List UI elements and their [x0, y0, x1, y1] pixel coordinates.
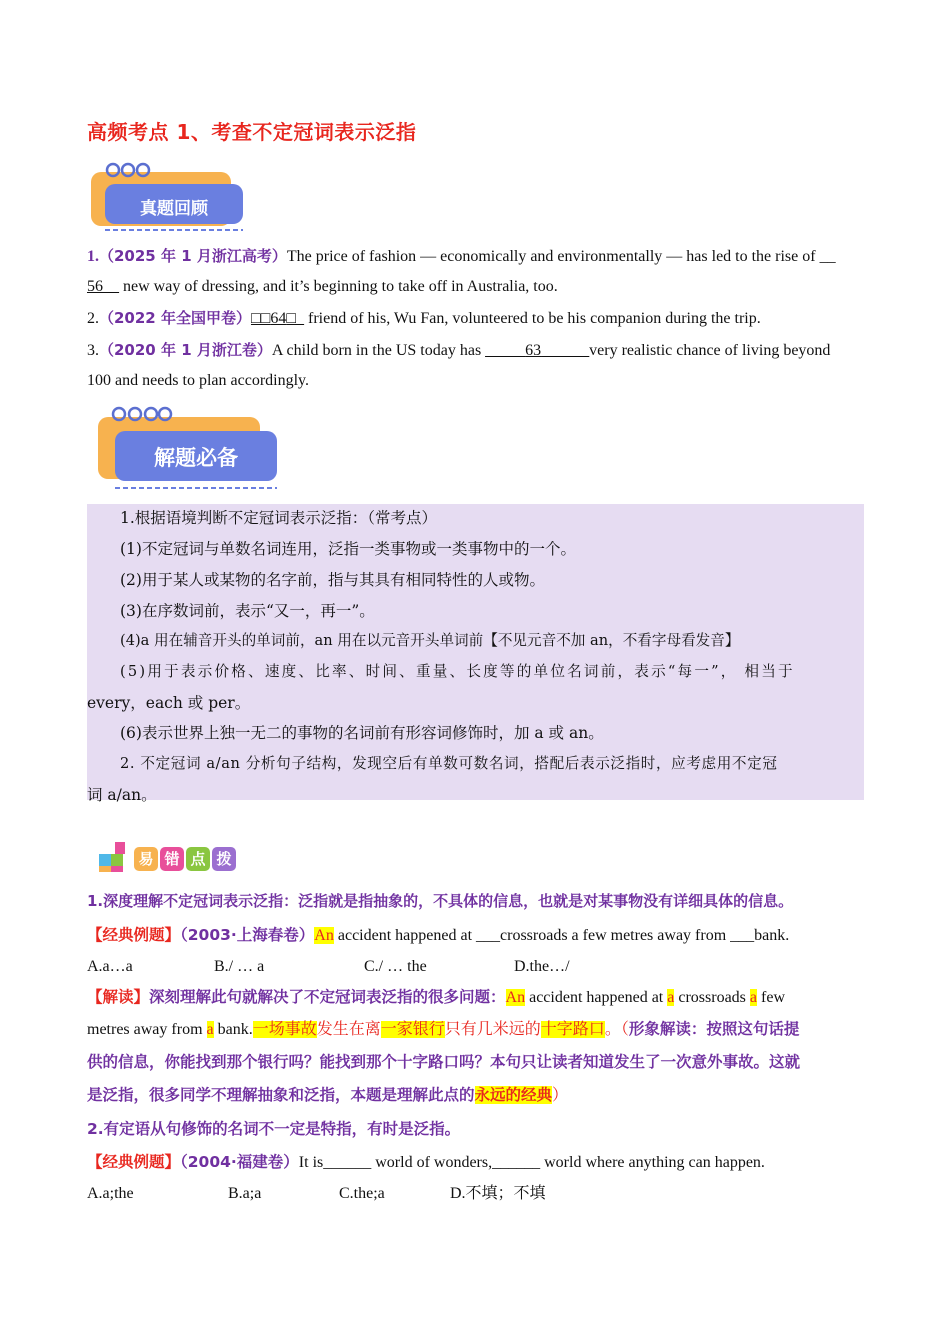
tip2-heading: 2.有定语从句修饰的名词不一定是特指，有时是泛指。 [87, 1120, 461, 1138]
tip1-cn2: 发生在离 [316, 1021, 381, 1038]
tip1-answer [87, 986, 785, 1009]
q1-text1: The price of fashion — economically and environmentally — has led to the rise of __ [286, 248, 836, 265]
tip2-option-c: C.the;a [339, 1185, 385, 1202]
puzzle-icon [97, 840, 127, 874]
tip1-ex-src: （2003·上海春卷） [180, 926, 315, 944]
q3-text1: A child born in the US today has [271, 342, 486, 359]
tip1-img-end: ） [552, 1087, 569, 1104]
banner2-label: 解题必备 [154, 446, 238, 470]
tip2-option-d: D.不填；不填 [450, 1185, 546, 1202]
banner3 [134, 847, 236, 871]
tip1-option-b: B./ … a [214, 958, 265, 975]
rule-7a: 2. 不定冠词 a/an 分析句子结构，发现空后有单数可数名词，搭配后表示泛指时，应考虑用不定冠 [120, 755, 778, 772]
rules-box [87, 504, 864, 804]
tip1-cn1: 一场事故 [252, 1021, 317, 1038]
tip1-answer-line2 [87, 1018, 799, 1041]
tip2-option-b: B.a;a [228, 1185, 262, 1202]
q3-text2: very realistic chance of living beyond [589, 342, 831, 359]
q2-number: 2. [87, 310, 99, 327]
question-1-cont [87, 276, 558, 298]
question-2 [87, 307, 761, 330]
rule-5a: (5)用于表示价格、速度、比率、时间、重量、长度等的单位名词前，表示“每一”， 相当于 [120, 663, 795, 680]
rule-3: (3)在序数词前，表示“又一，再一”。 [120, 602, 375, 620]
question-1 [87, 245, 836, 268]
rule-7b: 词 a/an。 [87, 786, 157, 804]
banner3-char-4: 拨 [212, 847, 236, 871]
tip1-ex-label: 【经典例题】 [87, 926, 181, 944]
q2-source: （2022 年全国甲卷） [99, 309, 251, 327]
rule-6: (6)表示世界上独一无二的事物的名词前有形容词修饰时，加 a 或 an。 [120, 724, 604, 742]
tip1-img-hl: 永远的经典 [474, 1086, 553, 1104]
tip2-ex-text: It is______ world of wonders,______ world where anything can happen. [298, 1154, 765, 1171]
tip1-option-c: C./ … the [364, 958, 427, 975]
rule-0: 1.根据语境判断不定冠词表示泛指：（常考点） [120, 509, 438, 527]
q3-blank: _____63______ [485, 342, 590, 359]
tip1-img-label: 形象解读：按照这句话提 [628, 1020, 800, 1038]
q3-number: 3. [87, 342, 99, 359]
tip1-option-d: D.the…/ [514, 958, 570, 975]
tip2-ex-label: 【经典例题】 [87, 1153, 181, 1171]
tip1-s-t4: metres away from [87, 1021, 207, 1038]
tip1-img-line3 [87, 1084, 568, 1107]
q1-source: （2025 年 1 月浙江高考） [99, 247, 287, 265]
q3-text3: 100 and needs to plan accordingly. [87, 372, 310, 389]
tip1-heading: 1.深度理解不定冠词表示泛指：泛指就是指抽象的，不具体的信息，也就是对某事物没有详细具体的信息。 [87, 892, 794, 910]
banner1-label: 真题回顾 [140, 199, 208, 219]
tip1-cn3: 一家银行 [380, 1021, 445, 1038]
rule-4: (4)a 用在辅音开头的单词前，an 用在以元音开头单词前【不见元音不加 an，不看字母看发音】 [120, 632, 740, 649]
tip1-s-t3: few [757, 989, 785, 1006]
tip1-ans-label: 【解读】 [87, 988, 150, 1006]
question-3 [87, 339, 830, 362]
tip1-cn6: 。（ [604, 1021, 629, 1038]
tip2-example [87, 1151, 765, 1174]
tip1-s-a2: a [749, 989, 758, 1006]
banner3-char-1: 易 [134, 847, 158, 871]
rule-5b: every，each 或 per。 [87, 694, 251, 712]
q1-text2: new way of dressing, and it’s beginning to take off in Australia, too. [119, 278, 558, 295]
tip1-img-text3: 是泛指，很多同学不理解抽象和泛指，本题是理解此点的 [87, 1086, 475, 1104]
tip1-ex-an: An [314, 927, 334, 944]
tip1-ans-text: 深刻理解此句就解决了不定冠词表泛指的很多问题： [149, 988, 506, 1006]
banner3-char-2: 错 [160, 847, 184, 871]
tip2-ex-src: （2004·福建卷） [180, 1153, 299, 1171]
tip1-cn4: 只有几米远的 [444, 1021, 541, 1038]
tip1-example [87, 924, 789, 947]
section-title: 高频考点 1、考查不定冠词表示泛指 [87, 120, 417, 144]
tip1-s-a1: a [667, 989, 675, 1006]
tip1-s-t2: crossroads [674, 989, 750, 1006]
q1-blank: 56__ [87, 278, 119, 295]
q2-text: friend of his, Wu Fan, volunteered to be his companion during the trip. [303, 310, 761, 327]
tip1-s-a3: a [206, 1021, 214, 1038]
tip1-s-t1: accident happened at [525, 989, 668, 1006]
q2-blank: □□64□_ [250, 310, 304, 327]
tip1-img-line2: 供的信息，你能找到那个银行吗？能找到那个十字路口吗？本句只让读者知道发生了一次意外事故。这就 [87, 1053, 801, 1071]
tip1-ex-text: accident happened at ___crossroads a few metres away from ___bank. [333, 927, 790, 944]
rule-2: (2)用于某人或某物的名字前，指与其具有相同特性的人或物。 [120, 571, 545, 589]
tip1-cn5: 十字路口 [540, 1021, 605, 1038]
tip1-s-t5: bank. [213, 1021, 253, 1038]
tip2-option-a: A.a;the [87, 1185, 134, 1202]
rule-1: (1)不定冠词与单数名词连用，泛指一类事物或一类事物中的一个。 [120, 540, 576, 558]
tip1-s-an: An [505, 989, 526, 1006]
q1-number: 1. [87, 248, 99, 265]
tip1-option-a: A.a…a [87, 958, 133, 975]
banner3-char-3: 点 [186, 847, 210, 871]
q3-source: （2020 年 1 月浙江卷） [99, 341, 272, 359]
